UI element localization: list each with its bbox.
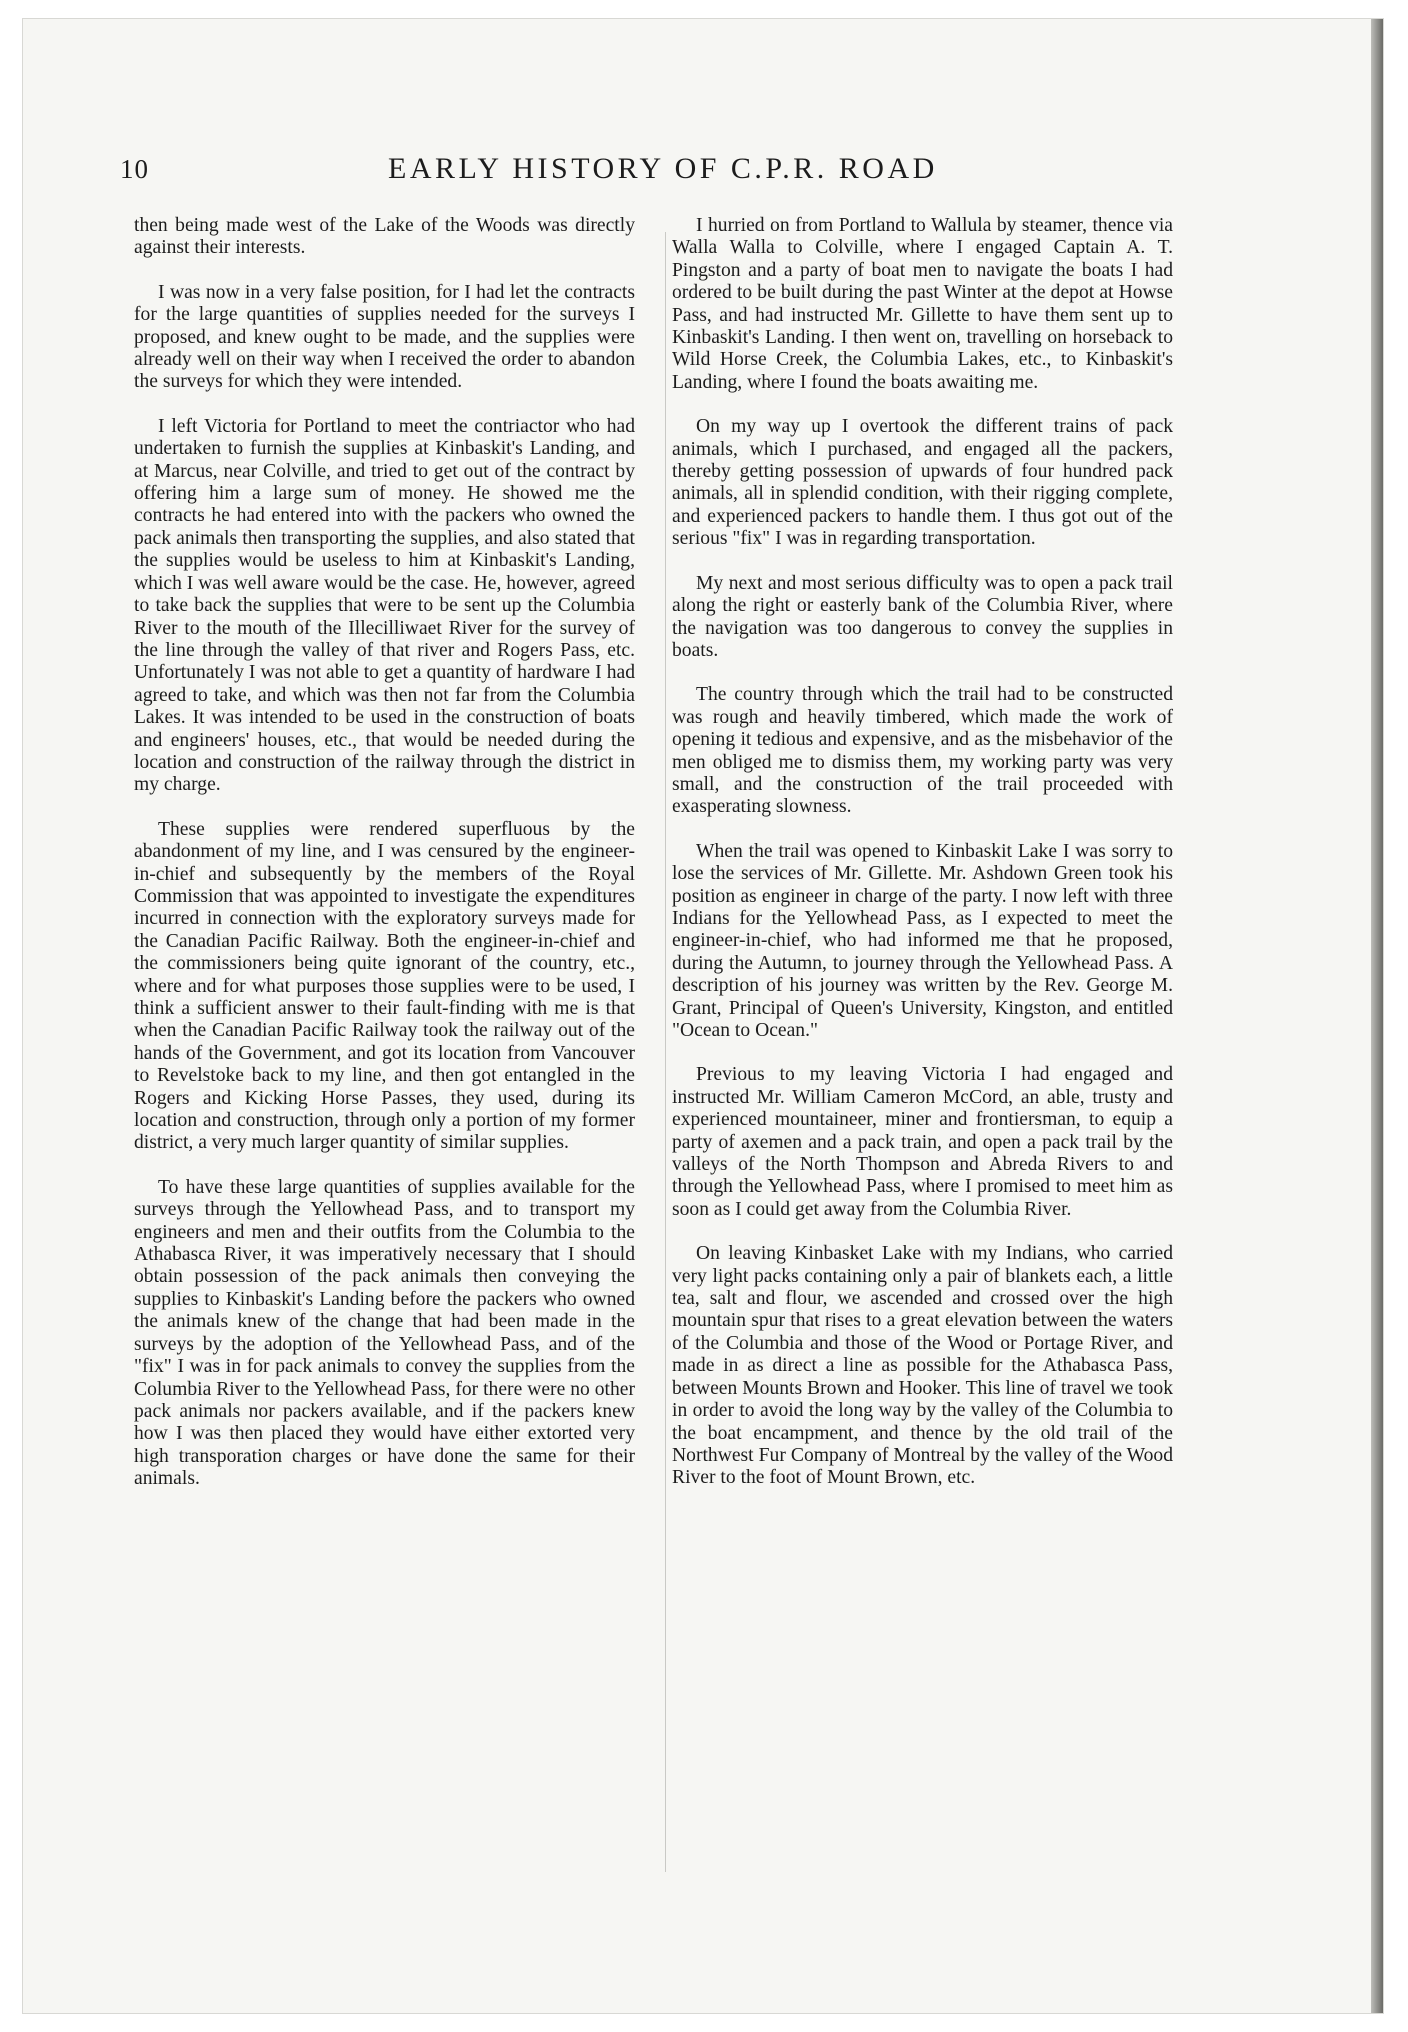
paragraph: The country through which the trail had to be constructed was rough and heavily timbered, which made the work of opening it tedious and expensive, and as the misbehavior of the men obliged me to dismiss them, my working party was very small, and the construction of the trail proceeded with exasperating slowness. <box>672 684 1173 818</box>
paragraph: Previous to my leaving Victoria I had engaged and instructed Mr. William Cameron McCord, an able, trusty and experienced mountaineer, miner and frontiersman, to equip a party of axemen and a pack train, and open a pack trail by the valleys of the North Thompson and Abreda Rivers to and through the Yellowhead Pass, where I promised to meet him as soon as I could get away from the Columbia River. <box>672 1064 1173 1220</box>
paragraph: I was now in a very false position, for I had let the contracts for the large quantities of supplies needed for the surveys I proposed, and knew ought to be made, and the supplies were already well on their way when I received the order to abandon the surveys for which they were intended. <box>134 281 635 393</box>
paragraph: These supplies were rendered superfluous by the abandonment of my line, and I was censured by the engineer-in-chief and subsequently by the members of the Royal Commission that was appointed to investigate the expenditures incurred in connection with the exploratory surveys made for the Canadian Pacific Railway. Both the engineer-in-chief and the commissioners being quite ignorant of the country, etc., where and for what purposes those supplies were to be used, I think a sufficient answer to their fault-finding with me is that when the Canadian Pacific Railway took the railway out of the hands of the Government, and got its location from Vancouver to Revelstoke back to my line, and then got entangled in the Rogers and Kicking Horse Passes, they used, during its location and construction, through only a portion of my former district, a very much larger quantity of similar supplies. <box>134 818 635 1154</box>
column-divider <box>665 232 666 1872</box>
paragraph: On my way up I overtook the different trains of pack animals, which I purchased, and engaged all the packers, thereby getting possession of upwards of four hundred pack animals, all in splendid condition, with their rigging complete, and experienced packers to handle them. I thus got out of the serious "fix" I was in regarding transportation. <box>672 416 1173 550</box>
page-edge-shadow <box>1371 19 1383 2013</box>
paragraph: I hurried on from Portland to Wallula by steamer, thence via Walla Walla to Colville, where I engaged Captain A. T. Pingston and a party of boat men to navigate the boats I had ordered to be built during the past Winter at the depot at Howse Pass, and had instructed Mr. Gillette to have them sent up to Kinbaskit's Landing. I then went on, travelling on horseback to Wild Horse Creek, the Columbia Lakes, etc., to Kinbaskit's Landing, where I found the boats awaiting me. <box>672 215 1173 393</box>
left-column <box>134 215 635 1491</box>
running-title: EARLY HISTORY OF C.P.R. ROAD <box>388 152 938 185</box>
page-header <box>120 150 1200 194</box>
page-number: 10 <box>120 154 149 184</box>
paragraph: On leaving Kinbasket Lake with my Indians, who carried very light packs containing only a pair of blankets each, a little tea, salt and flour, we ascended and crossed over the high mountain spur that rises to a great elevation between the waters of the Columbia and those of the Wood or Portage River, and made in as direct a line as possible for the Athabasca Pass, between Mounts Brown and Hooker. This line of travel we took in order to avoid the long way by the valley of the Columbia to the boat encampment, and thence by the old trail of the Northwest Fur Company of Montreal by the valley of the Wood River to the foot of Mount Brown, etc. <box>672 1243 1173 1489</box>
paragraph: To have these large quantities of supplies available for the surveys through the Yellowhead Pass, and to transport my engineers and men and their outfits from the Columbia to the Athabasca River, it was imperatively necessary that I should obtain possession of the pack animals then conveying the supplies to Kinbaskit's Landing before the packers who owned the animals knew of the change that had been made in the surveys by the adoption of the Yellowhead Pass, and of the "fix" I was in for pack animals to convey the supplies from the Columbia River to the Yellowhead Pass, for there were no other pack animals nor packers available, and if the packers knew how I was then placed they would have either extorted very high transporation charges or have done the same for their animals. <box>134 1176 635 1490</box>
right-column <box>672 215 1173 1490</box>
paragraph: My next and most serious difficulty was to open a pack trail along the right or easterly bank of the Columbia River, where the navigation was too dangerous to convey the supplies in boats. <box>672 572 1173 661</box>
paragraph: I left Victoria for Portland to meet the contriactor who had undertaken to furnish the supplies at Kinbaskit's Landing, and at Marcus, near Colville, and tried to get out of the contract by offering him a large sum of money. He showed me the contracts he had entered into with the packers who owned the pack animals then transporting the supplies, and also stated that the supplies would be useless to him at Kinbaskit's Landing, which I was well aware would be the case. He, however, agreed to take back the supplies that were to be sent up the Columbia River to the mouth of the Illecilliwaet River for the survey of the line through the valley of that river and Rogers Pass, etc. Unfortunately I was not able to get a quantity of hardware I had agreed to take, and which was then not far from the Columbia Lakes. It was intended to be used in the construction of boats and engineers' houses, etc., that would be needed during the location and construction of the railway through the district in my charge. <box>134 415 635 796</box>
paragraph: then being made west of the Lake of the Woods was directly against their interests. <box>134 215 635 259</box>
paragraph: When the trail was opened to Kinbaskit Lake I was sorry to lose the services of Mr. Gillette. Mr. Ashdown Green took his position as engineer in charge of the party. I now left with three Indians for the Yellowhead Pass, as I expected to meet the engineer-in-chief, who had informed me that he proposed, during the Autumn, to journey through the Yellowhead Pass. A description of his journey was written by the Rev. George M. Grant, Principal of Queen's University, Kingston, and entitled "Ocean to Ocean." <box>672 840 1173 1041</box>
